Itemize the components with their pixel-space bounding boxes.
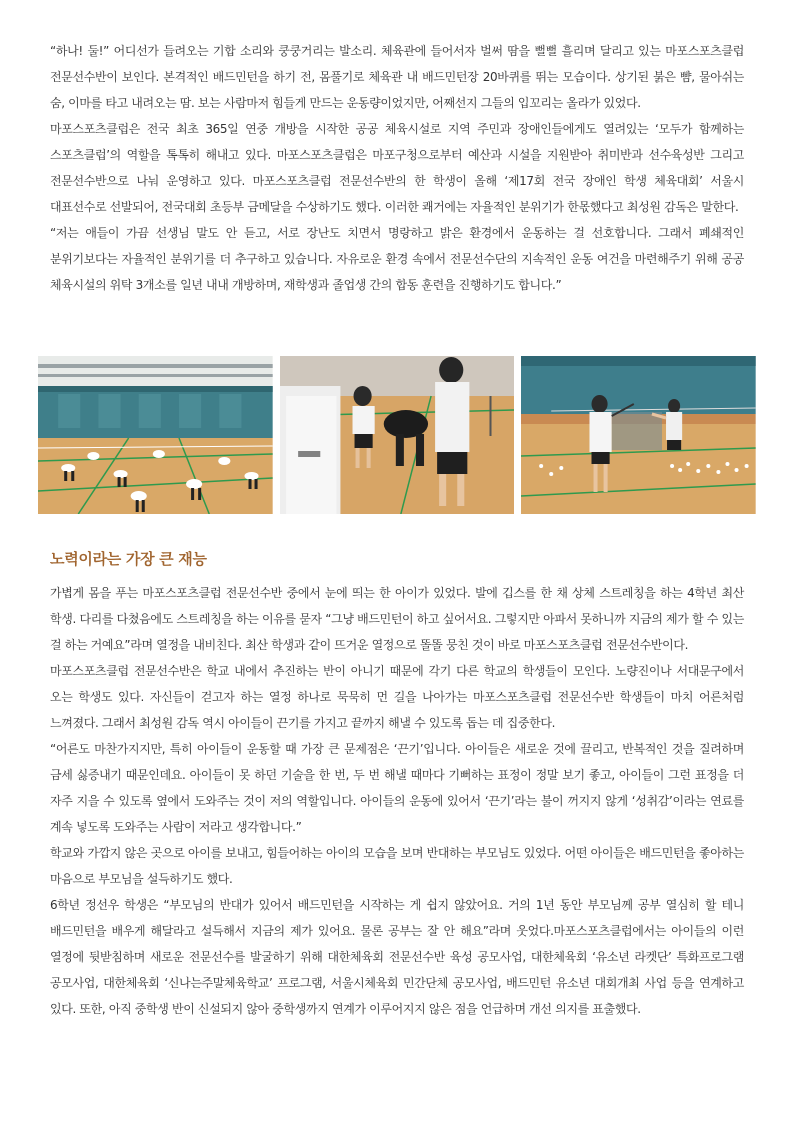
section-paragraph-4: 학교와 가깝지 않은 곳으로 아이를 보내고, 힘들어하는 아이의 모습을 보며 반대하는 부모님도 있었다. 어떤 아이들은 배드민턴을 좋아하는 마음으로 부모님을 설득하기도 했다. bbox=[50, 846, 744, 886]
players-warmup-photo bbox=[280, 356, 515, 514]
intro-paragraph-1: “하나! 둘!” 어디선가 들려오는 기합 소리와 쿵쿵거리는 발소리. 체육관에 들어서자 벌써 땀을 뻘뻘 흘리며 달리고 있는 마포스포츠클럽 전문선수반이 보인다. 본격적인 배드민턴을 하기 전, 몸풀기로 체육관 내 배드민턴장 20바퀴를 뛰는 모습이다. 상기된 붉은 뺨, 물아쉬는 숨, 이마를 타고 내려오는 땀. 보는 사람마저 힘들게 만드는 운동량이었지만, 어째선지 그들의 입꼬리는 올라가 있었다. bbox=[50, 44, 744, 110]
intro-paragraph-2: 마포스포츠클럽은 전국 최초 365일 연중 개방을 시작한 공공 체육시설로 지역 주민과 장애인들에게도 열려있는 ‘모두가 함께하는 스포츠클럽’의 역할을 톡톡히 해내고 있다. 마포스포츠클럽은 마포구청으로부터 예산과 시설을 지원받아 취미반과 선수육성반 그리고 전문선수반으로 나눠 운영하고 있다. 마포스포츠클럽 전문선수반의 한 학생이 올해 ‘제17회 전국 장애인 학생 체육대회’ 서울시 대표선수로 선발되어, 전국대회 초등부 금메달을 수상하기도 했다. 이러한 쾌거에는 자율적인 분위기가 한몫했다고 최성원 감독은 말한다. bbox=[50, 122, 744, 214]
section-paragraph-3: “어른도 마찬가지지만, 특히 아이들이 운동할 때 가장 큰 문제점은 ‘끈기’입니다. 아이들은 새로운 것에 끌리고, 반복적인 것을 질려하며 금세 싫증내기 때문인데요. 아이들이 못 하던 기술을 한 번, 두 번 해낼 때마다 기뻐하는 표정이 정말 보기 좋고, 아이들이 그런 표정을 더 자주 지을 수 있도록 옆에서 도와주는 것이 저의 역할입니다. 아이들의 운동에 있어서 ‘끈기’라는 불이 꺼지지 않게 ‘성취감’이라는 연료를 계속 넣도록 도와주는 사람이 저라고 생각합니다.” bbox=[50, 742, 744, 834]
photo-strip bbox=[38, 356, 756, 514]
section-paragraph-5: 6학년 정선우 학생은 “부모님의 반대가 있어서 배드민턴을 시작하는 게 쉽지 않았어요. 거의 1년 동안 부모님께 공부 열심히 할 테니 배드민턴을 배우게 해달라고 설득해서 지금의 제가 있어요. 물론 공부는 잘 안 해요”라며 웃었다.마포스포츠클럽에서는 아이들의 이런 열정에 뒷받침하며 새로운 전문선수를 발굴하기 위해 대한체육회 전문선수반 육성 공모사업, 대한체육회 ‘유소년 라켓단’ 특화프로그램 공모사업, 대한체육회 ‘신나는주말체육학교’ 프로그램, 서울시체육회 민간단체 공모사업, 배드민턴 유소년 대회개최 사업 등을 연계하고 있다. 또한, 아직 중학생 반이 신설되지 않아 중학생까지 연계가 이루어지지 않은 점을 언급하며 개선 의지를 표출했다. bbox=[50, 898, 744, 1016]
intro-text-block bbox=[50, 38, 744, 298]
group-stretching-photo bbox=[38, 356, 273, 514]
section-heading: 노력이라는 가장 큰 재능 bbox=[50, 550, 207, 568]
intro-paragraph-3: “저는 애들이 가끔 선생님 말도 안 듣고, 서로 장난도 치면서 명랑하고 밝은 환경에서 운동하는 걸 선호합니다. 그래서 폐쇄적인 분위기보다는 자율적인 분위기를 더 추구하고 있습니다. 자유로운 환경 속에서 전문선수단의 지속적인 운동 여건을 마련해주기 위해 공공 체육시설의 위탁 3개소를 일년 내내 개방하며, 재학생과 졸업생 간의 합동 훈련을 진행하기도 합니다.” bbox=[50, 226, 744, 292]
section-paragraph-1: 가볍게 몸을 푸는 마포스포츠클럽 전문선수반 중에서 눈에 띄는 한 아이가 있었다. 발에 깁스를 한 채 상체 스트레칭을 하는 4학년 최산 학생. 다리를 다쳤음에도 스트레칭을 하는 이유를 묻자 “그냥 배드민턴이 하고 싶어서요. 그렇지만 아파서 못하니까 지금의 제가 할 수 있는 걸 하는 거예요”라며 열정을 내비친다. 최산 학생과 같이 뜨거운 열정으로 똘똘 뭉친 것이 바로 마포스포츠클럽 전문선수반이다. bbox=[50, 586, 744, 652]
section-text-block bbox=[50, 580, 744, 1022]
section-paragraph-2: 마포스포츠클럽 전문선수반은 학교 내에서 추진하는 반이 아니기 때문에 각기 다른 학교의 학생들이 모인다. 노량진이나 서대문구에서 오는 학생도 있다. 자신들이 걷고자 하는 열정 하나로 묵묵히 먼 길을 나아가는 마포스포츠클럽 전문선수반 학생들이 마치 어른처럼 느껴졌다. 그래서 최성원 감독 역시 아이들이 끈기를 가지고 끝까지 해낼 수 있도록 돕는 데 집중한다. bbox=[50, 664, 744, 730]
badminton-rally-photo bbox=[521, 356, 756, 514]
